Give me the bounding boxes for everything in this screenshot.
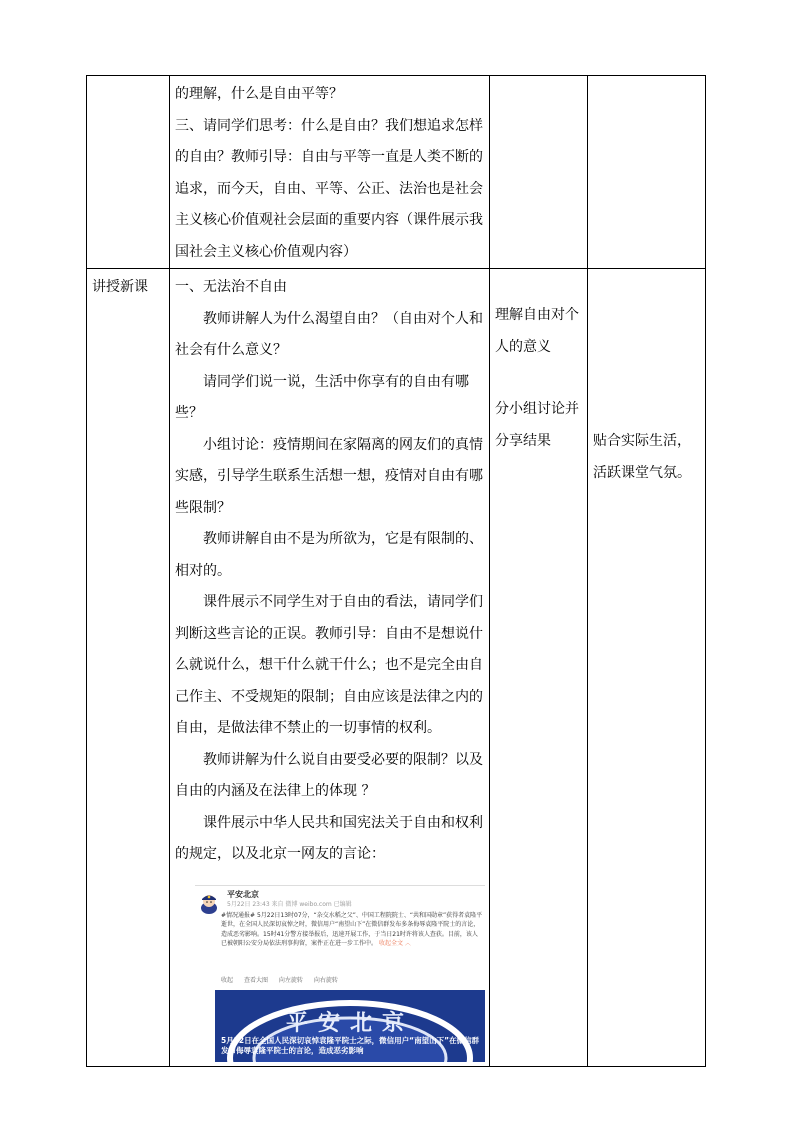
content-paragraph: 教师讲解自由不是为所欲为，它是有限制的、相对的。 xyxy=(175,531,483,579)
student-activity-cell xyxy=(490,269,588,1067)
action-rotate-right: 向右旋转 xyxy=(313,976,338,984)
design-intent-cell xyxy=(588,76,706,269)
stage-cell xyxy=(87,76,170,269)
image-action-bar xyxy=(221,977,347,985)
content-paragraph: 三、请同学们思考：什么是自由？我们想追求怎样的自由？教师引导：自由与平等一直是人类不断的追求，而今天，自由、平等、公正、法治也是社会主义核心价值观社会层面的重要内容（课件展示我国社会主义核心价值观内容） xyxy=(175,117,483,260)
content-cell xyxy=(170,269,490,1067)
police-avatar-icon xyxy=(199,892,219,914)
account-name: 平安北京 xyxy=(227,889,259,899)
intent-text: 贴合实际生活，活跃课堂气氛。 xyxy=(593,433,691,481)
activity-text: 分小组讨论并分享结果 xyxy=(495,401,579,449)
table-row xyxy=(87,76,706,269)
student-activity-cell xyxy=(490,76,588,269)
content-paragraph: 课件展示中华人民共和国宪法关于自由和权利的规定，以及北京一网友的言论： xyxy=(175,814,483,862)
post-image xyxy=(215,990,485,1062)
stage-cell: 讲授新课 xyxy=(87,269,170,1067)
lesson-plan-table xyxy=(86,75,706,1067)
post-text: #情况通报# 5月22日13时07分，“杂交水稻之父”、中国工程院院士、“共和国勋章”获得者袁隆平逝世，在全国人民深切哀悼之时，微信用户“南望山下”在微信群发布多条侮辱袁隆平院士的言论，造成恶劣影响。15时41分警方接举报后，迅速开展工作，于当日21时许将该人查获。目前，该人已被朝阳公安分局依法刑事拘留，案件正在进一步工作中。 收起全文 ︿ xyxy=(221,911,483,947)
content-paragraph: 教师讲解为什么说自由要受必要的限制？以及自由的内涵及在法律上的体现 ？ xyxy=(175,751,483,799)
emblem-text: 平安北京 xyxy=(285,1010,415,1036)
section-heading: 一、无法治不自由 xyxy=(175,279,287,295)
action-view-large: 查看大图 xyxy=(243,976,268,984)
weibo-post-screenshot xyxy=(195,885,485,1062)
collapse-link: 收起全文 ︿ xyxy=(378,940,411,947)
content-paragraph: 课件展示不同学生对于自由的看法，请同学们判断这些言论的正误。教师引导：自由不是想说什么就说什么，想干什么就干什么；也不是完全由自己作主、不受规矩的限制；自由应该是法律之内的自由，是做法律不禁止的一切事情的权利。 xyxy=(175,594,483,736)
content-paragraph: 教师讲解人为什么渴望自由？（自由对个人和社会有什么意义？ xyxy=(175,310,483,358)
image-caption: 5月22日在全国人民深切哀悼袁隆平院士之际，微信用户“南望山下”在微信群发布侮辱袁隆平院士的言论，造成恶劣影响 xyxy=(221,1035,480,1055)
action-rotate-left: 向左旋转 xyxy=(278,976,303,984)
design-intent-cell xyxy=(588,269,706,1067)
content-cell xyxy=(170,76,490,269)
activity-text: 理解自由对个人的意义 xyxy=(495,307,579,355)
action-collapse: 收起 xyxy=(221,976,234,984)
content-paragraph: 请同学们说一说，生活中你享有的自由有哪些？ xyxy=(175,373,469,421)
table-row xyxy=(87,269,706,1067)
content-line: 的理解，什么是自由平等？ xyxy=(175,86,343,102)
post-meta: 5月22日 23:43 来自 微博 weibo.com 已编辑 xyxy=(227,900,352,908)
content-paragraph: 小组讨论：疫情期间在家隔离的网友们的真情实感，引导学生联系生活想一想，疫情对自由有哪些限制？ xyxy=(175,436,483,516)
